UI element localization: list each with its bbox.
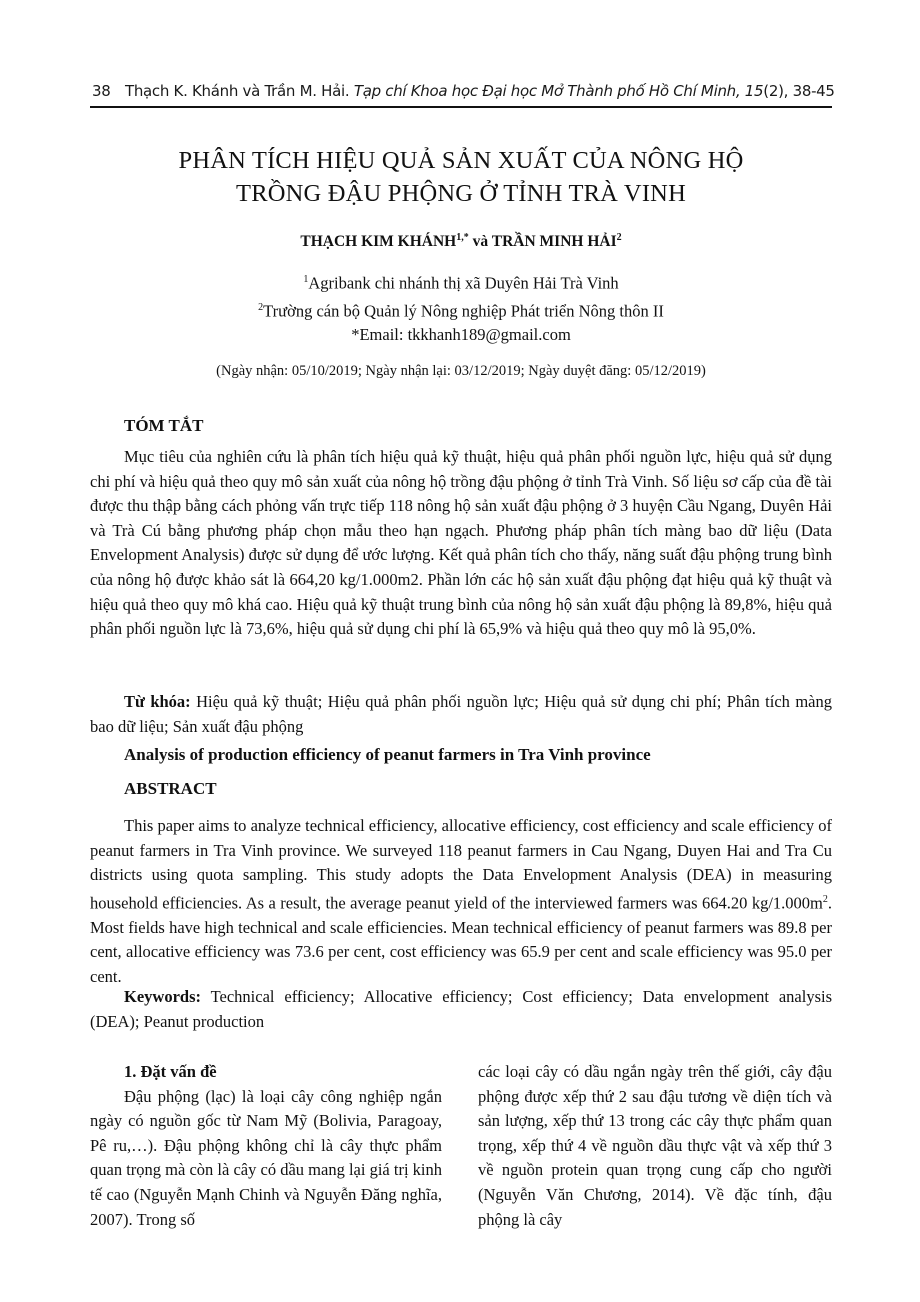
author-1-affil: 1,* bbox=[456, 232, 469, 243]
en-abstract-body bbox=[90, 814, 832, 990]
author-1: THẠCH KIM KHÁNH bbox=[300, 233, 457, 251]
journal-name: Tạp chí Khoa học Đại học Mở Thành phố Hồ Chí Minh, bbox=[353, 82, 741, 100]
en-keywords bbox=[90, 985, 832, 1034]
affiliation-2-sup: 2 bbox=[258, 301, 264, 313]
section-1-right-text: các loại cây có dầu ngắn ngày trên thế giới, cây đậu phộng được xếp thứ 2 sau đậu tương về diện tích và sản lượng, xếp thứ 13 trong các cây thực phẩm quan trọng, xếp thứ 4 về nguồn dầu thực vật và xếp thứ 3 về nguồn protein quan trọng cung cấp cho người (Nguyễn Văn Chương, 2014). Về đặc tính, đậu phộng là cây bbox=[478, 1062, 832, 1229]
en-abstract-heading: ABSTRACT bbox=[124, 779, 217, 798]
affiliation-1-sup: 1 bbox=[303, 274, 309, 285]
vn-keywords bbox=[90, 690, 832, 739]
author-list bbox=[90, 232, 832, 251]
en-abstract-text-2: . Most fields have high technical and scale efficiencies. Mean technical efficiency of peanut farmers was 89.8 per cent, allocative efficiency was 73.6 per cent, cost efficiency was 65.9 per cent and scale efficiency was 95.0 per cent. bbox=[90, 893, 832, 987]
author-2: TRẦN MINH HẢI bbox=[491, 233, 617, 251]
submission-dates: (Ngày nhận: 05/10/2019; Ngày nhận lại: 03/12/2019; Ngày duyệt đăng: 05/12/2019) bbox=[216, 363, 706, 379]
affiliation-1-text: Agribank chi nhánh thị xã Duyên Hải Trà Vinh bbox=[308, 273, 619, 293]
english-title: Analysis of production efficiency of peanut farmers in Tra Vinh province bbox=[124, 745, 651, 764]
journal-volume: 15 bbox=[744, 82, 764, 100]
vn-abstract-heading: TÓM TẮT bbox=[124, 416, 204, 435]
section-1-heading: 1. Đặt vấn đề bbox=[124, 1062, 217, 1081]
journal-issue-pages: (2), 38-45 bbox=[763, 82, 835, 100]
title-line-1: PHÂN TÍCH HIỆU QUẢ SẢN XUẤT CỦA NÔNG HỘ bbox=[178, 147, 744, 174]
header-rule bbox=[90, 106, 832, 108]
running-head-authors: Thạch K. Khánh và Trần M. Hải. bbox=[124, 82, 350, 100]
running-head bbox=[92, 82, 835, 100]
left-column bbox=[90, 1060, 442, 1232]
vn-keywords-list: Hiệu quả kỹ thuật; Hiệu quả phân phối nguồn lực; Hiệu quả sử dụng chi phí; Phân tích màng bao dữ liệu; Sản xuất đậu phộng bbox=[90, 692, 832, 736]
corresponding-email: *Email: tkkhanh189@gmail.com bbox=[351, 325, 571, 344]
page-number: 38 bbox=[92, 82, 111, 100]
affiliation-2-text: Trường cán bộ Quản lý Nông nghiệp Phát triển Nông thôn II bbox=[263, 301, 664, 320]
author-connector: và bbox=[468, 233, 492, 251]
affiliations bbox=[90, 268, 832, 347]
vn-abstract-body: Mục tiêu của nghiên cứu là phân tích hiệu quả kỹ thuật, hiệu quả phân phối nguồn lực, hiệu quả sử dụng chi phí và hiệu quả theo quy mô sản xuất của nông hộ trồng đậu phộng ở tỉnh Trà Vinh. Số liệu sơ cấp của đề tài được thu thập bằng cách phỏng vấn trực tiếp 118 nông hộ sản xuất đậu phộng ở 3 huyện Cầu Ngang, Duyên Hải và Trà Cú bằng phương pháp chọn mẫu theo hạn ngạch. Phương pháp phân tích màng bao dữ liệu (Data Envelopment Analysis) được sử dụng để ước lượng. Kết quả phân tích cho thấy, năng suất đậu phộng trung bình của nông hộ được khảo sát là 664,20 kg/1.000m2. Phần lớn các hộ sản xuất đậu phộng đạt hiệu quả kỹ thuật và hiệu quả theo quy mô khá cao. Hiệu quả kỹ thuật trung bình của nông hộ sản xuất đậu phộng là 89,8%, hiệu quả phân phối nguồn lực là 73,6%, hiệu quả sử dụng chi phí là 65,9% và hiệu quả theo quy mô là 95,0%. bbox=[90, 447, 832, 639]
section-1-left-text: Đậu phộng (lạc) là loại cây công nghiệp ngắn ngày có nguồn gốc từ Nam Mỹ (Bolivia, Paragoay, Pê ru,…). Đậu phộng không chỉ là cây thực phẩm quan trọng mà còn là cây có dầu mang lại giá trị kinh tế cao (Nguyễn Mạnh Chinh và Nguyễn Đăng nghĩa, 2007). Trong số bbox=[90, 1086, 442, 1229]
paper-title bbox=[90, 144, 832, 210]
vn-keywords-label: Từ khóa: bbox=[124, 692, 191, 711]
affiliation-2 bbox=[90, 296, 832, 324]
en-keywords-label: Keywords: bbox=[124, 987, 201, 1006]
author-2-affil: 2 bbox=[616, 232, 622, 243]
right-column bbox=[478, 1060, 832, 1232]
title-line-2: TRỒNG ĐẬU PHỘNG Ở TỈNH TRÀ VINH bbox=[236, 180, 686, 207]
en-abstract-text-1: This paper aims to analyze technical efficiency, allocative efficiency, cost efficiency and scale efficiency of peanut farmers in Tra Vinh province. We surveyed 118 peanut farmers in Cau Ngang, Duyen Hai and Tra Cu districts using quota sampling. This study adopts the Data Envelopment Analysis (DEA) in measuring household efficiencies. As a result, the average peanut yield of the interviewed farmers was 664.20 kg/1.000m bbox=[90, 816, 832, 913]
affiliation-1 bbox=[90, 268, 832, 296]
en-keywords-list: Technical efficiency; Allocative efficiency; Cost efficiency; Data envelopment analysis (DEA); Peanut production bbox=[90, 987, 832, 1031]
superscript-2: 2 bbox=[822, 893, 828, 905]
